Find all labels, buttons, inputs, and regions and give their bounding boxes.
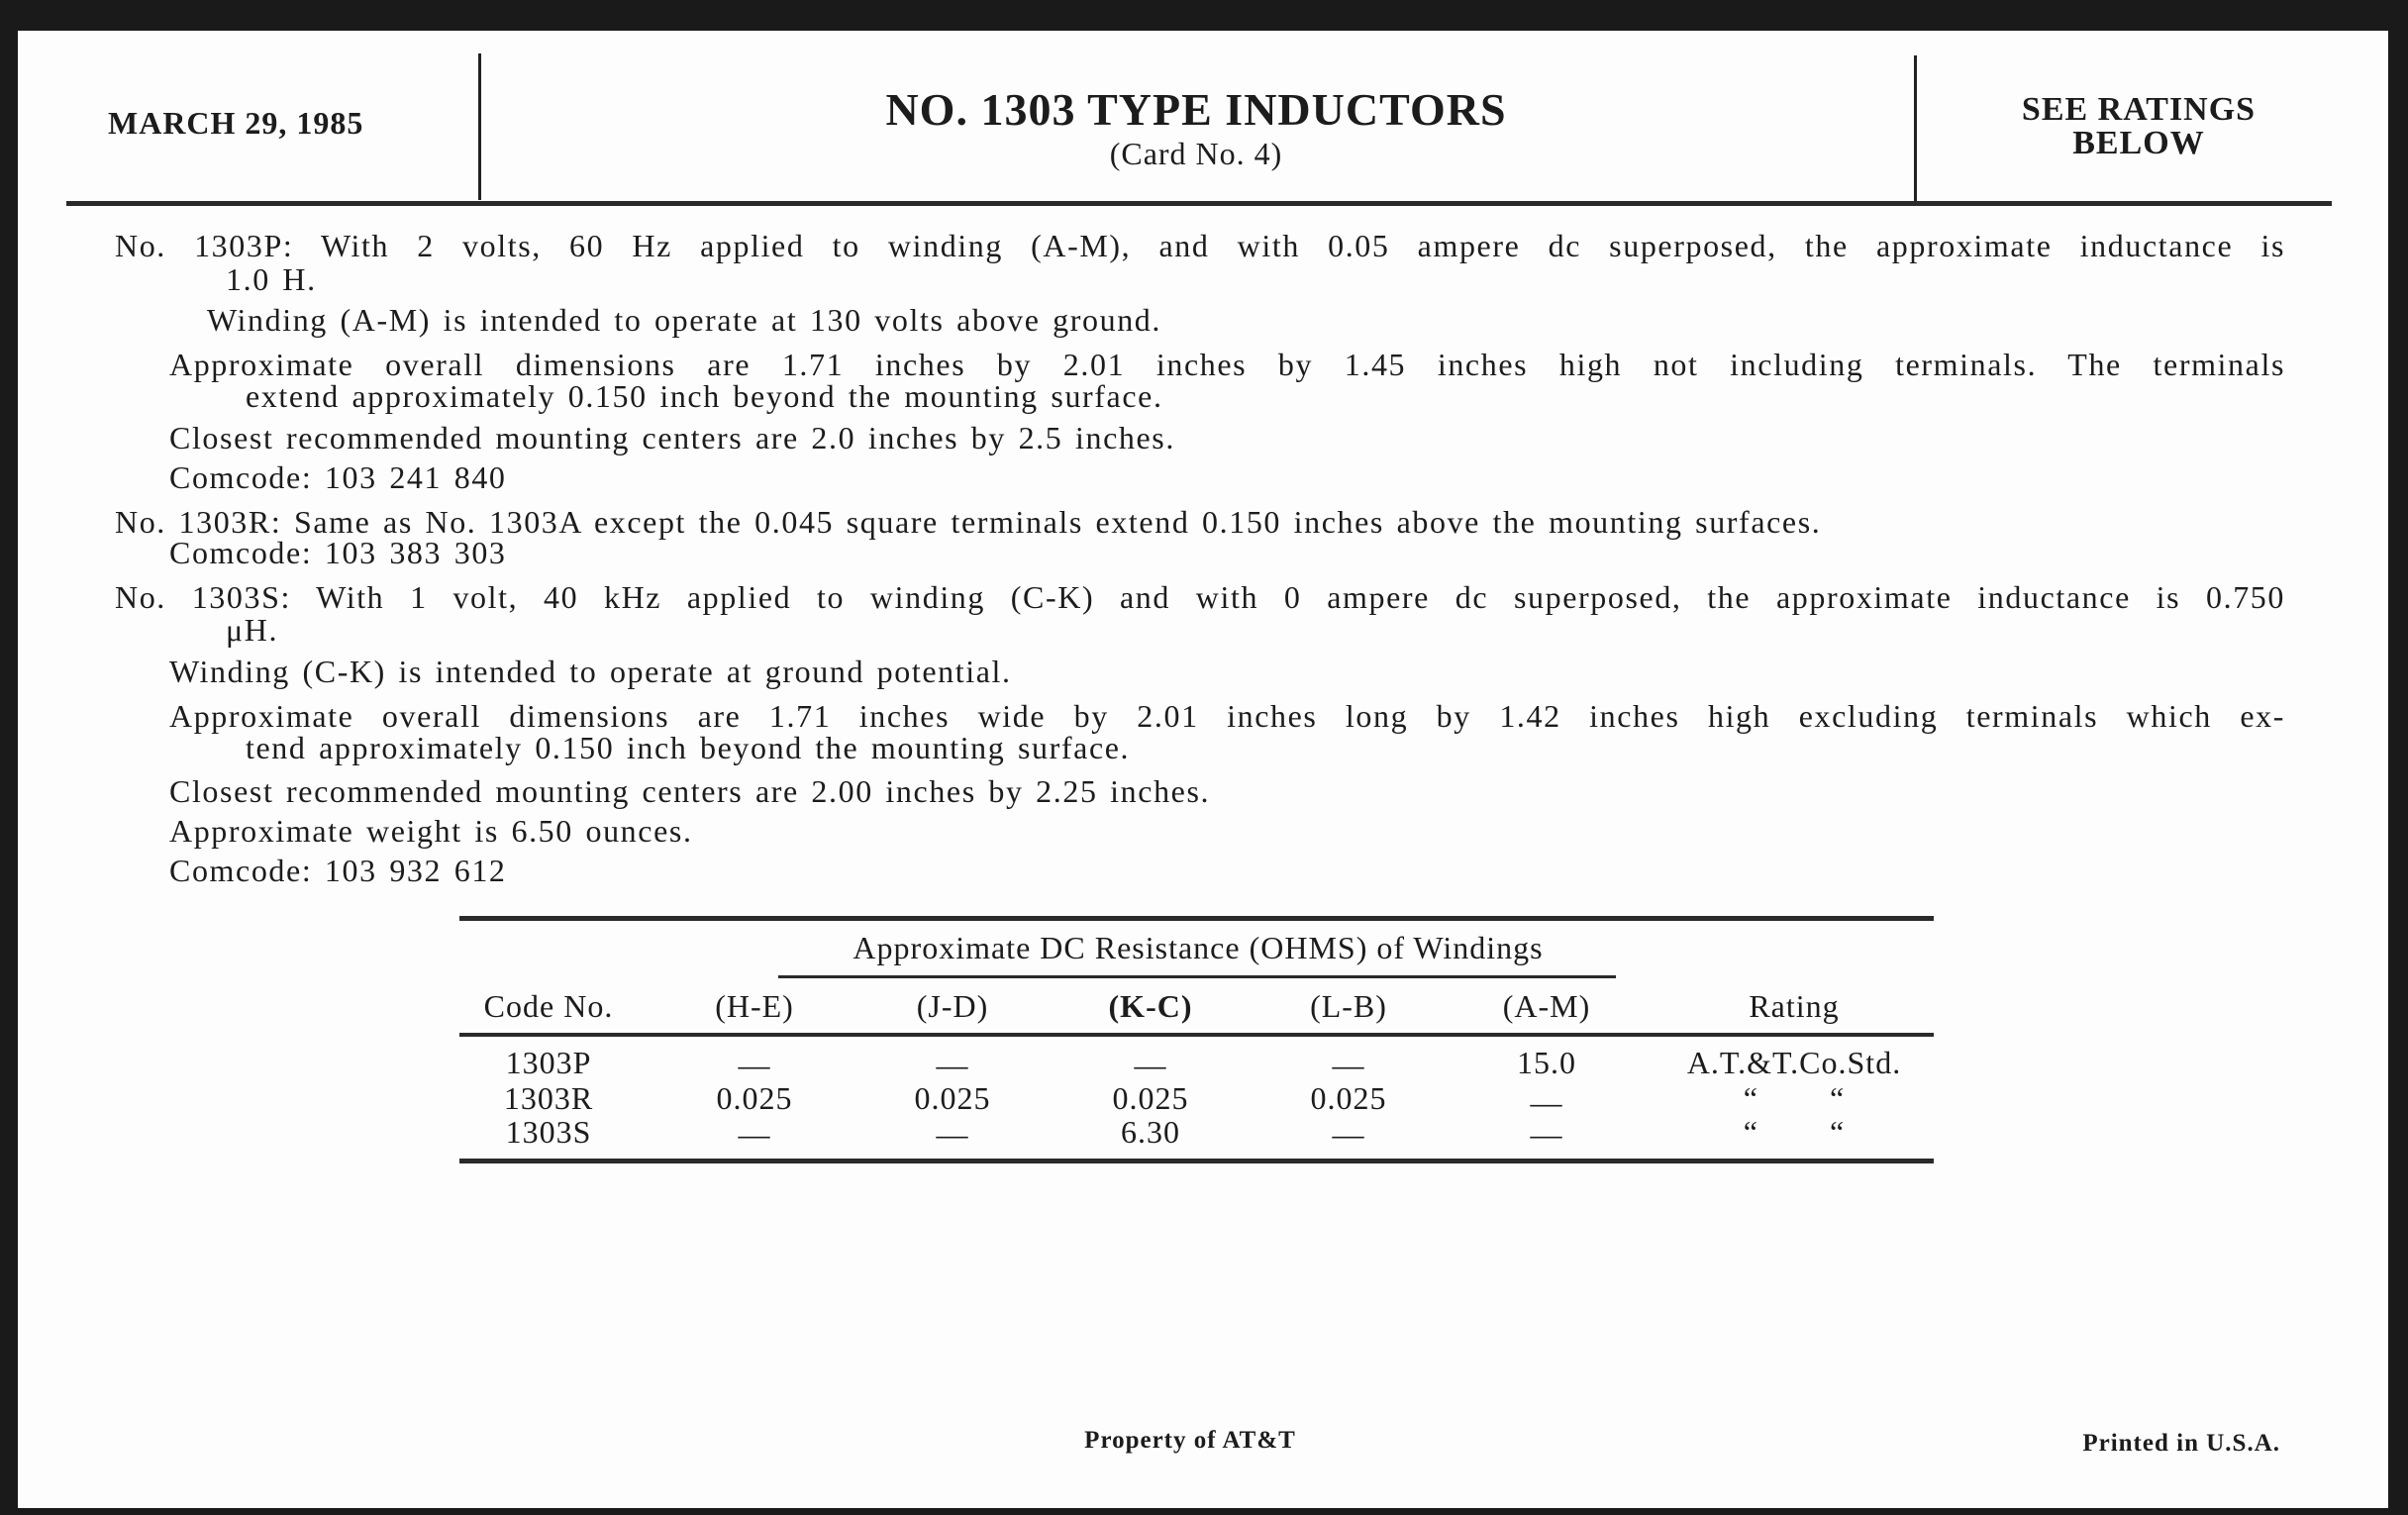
p1303p-dimensions-cont: extend approximately 0.150 inch beyond the mounting surface. xyxy=(246,378,1163,414)
ratings-note-line2: BELOW xyxy=(2072,125,2205,161)
header-divider-right xyxy=(1914,55,1917,204)
p1303s-dimensions: Approximate overall dimensions are 1.71 inches wide by 2.01 inches long by 1.42 inches high excluding terminals which ex- xyxy=(169,698,2285,734)
p1303r-comcode: Comcode: 103 383 303 xyxy=(169,535,507,570)
cell-k-c: 0.025 xyxy=(1112,1080,1189,1116)
column-header-a-m: (A-M) xyxy=(1502,988,1591,1024)
table-bottom-rule xyxy=(459,1159,1934,1163)
cell-j-d: 0.025 xyxy=(914,1080,991,1116)
header-divider-left xyxy=(478,53,481,200)
span-header-underline xyxy=(778,975,1616,978)
p1303s-description: No. 1303S: With 1 volt, 40 kHz applied to winding (C-K) and with 0 ampere dc superposed, the approximate inductance is 0.750 xyxy=(115,579,2285,615)
cell-rating: A.T.&T.Co.Std. xyxy=(1686,1045,1902,1080)
column-header-k-c: (K-C) xyxy=(1108,988,1193,1024)
cell-code: 1303P xyxy=(505,1045,592,1080)
cell-a-m: 15.0 xyxy=(1517,1045,1576,1080)
p1303s-description-cont: μH. xyxy=(226,612,279,648)
p1303p-dimensions: Approximate overall dimensions are 1.71 inches by 2.01 inches by 1.45 inches high not including terminals. The terminals xyxy=(169,347,2285,382)
cell-j-d: — xyxy=(936,1116,969,1152)
p1303s-winding: Winding (C-K) is intended to operate at ground potential. xyxy=(169,654,1012,689)
cell-a-m: — xyxy=(1530,1116,1563,1152)
cell-l-b: — xyxy=(1332,1116,1365,1152)
footer-printed: Printed in U.S.A. xyxy=(2082,1430,2280,1457)
cell-l-b: 0.025 xyxy=(1310,1080,1387,1116)
table-header-rule xyxy=(459,1033,1934,1037)
cell-code: 1303R xyxy=(503,1080,594,1116)
cell-code: 1303S xyxy=(505,1114,592,1150)
p1303s-comcode: Comcode: 103 932 612 xyxy=(169,853,507,888)
header-rule xyxy=(66,201,2332,206)
p1303p-mounting: Closest recommended mounting centers are 2.0 inches by 2.5 inches. xyxy=(169,420,1175,455)
cell-k-c: 6.30 xyxy=(1121,1114,1180,1150)
cell-j-d: — xyxy=(936,1047,969,1082)
p1303p-winding: Winding (A-M) is intended to operate at 130 volts above ground. xyxy=(207,302,1162,338)
card-title: NO. 1303 TYPE INDUCTORS xyxy=(885,84,1507,135)
cell-rating: “ “ xyxy=(1743,1080,1846,1116)
table-top-rule xyxy=(459,916,1934,921)
cell-h-e: — xyxy=(738,1047,771,1082)
column-header-rating: Rating xyxy=(1749,988,1840,1024)
p1303s-mounting: Closest recommended mounting centers are 2.00 inches by 2.25 inches. xyxy=(169,773,1211,809)
column-header-j-d: (J-D) xyxy=(916,988,989,1024)
footer-property: Property of AT&T xyxy=(1084,1427,1296,1454)
p1303r-description: No. 1303R: Same as No. 1303A except the 0.045 square terminals extend 0.150 inches above the mounting surfaces. xyxy=(115,504,1822,540)
p1303s-weight: Approximate weight is 6.50 ounces. xyxy=(169,813,693,849)
column-header-l-b: (L-B) xyxy=(1310,988,1387,1024)
column-header-h-e: (H-E) xyxy=(715,988,794,1024)
cell-k-c: — xyxy=(1134,1047,1167,1082)
card-subtitle: (Card No. 4) xyxy=(1109,136,1283,171)
p1303p-description-cont: 1.0 H. xyxy=(226,261,317,297)
card-date: MARCH 29, 1985 xyxy=(108,105,364,141)
column-header-code: Code No. xyxy=(483,988,614,1024)
cell-rating: “ “ xyxy=(1743,1114,1846,1150)
cell-h-e: 0.025 xyxy=(716,1080,793,1116)
cell-h-e: — xyxy=(738,1116,771,1152)
p1303s-dimensions-cont: tend approximately 0.150 inch beyond the mounting surface. xyxy=(246,730,1131,765)
p1303p-description: No. 1303P: With 2 volts, 60 Hz applied to winding (A-M), and with 0.05 ampere dc superposed, the approximate inductance is xyxy=(115,228,2285,263)
cell-l-b: — xyxy=(1332,1047,1365,1082)
cell-a-m: — xyxy=(1530,1084,1563,1120)
table-span-header: Approximate DC Resistance (OHMS) of Windings xyxy=(853,930,1544,965)
ratings-note-line1: SEE RATINGS xyxy=(2021,91,2257,128)
p1303p-comcode: Comcode: 103 241 840 xyxy=(169,459,507,495)
